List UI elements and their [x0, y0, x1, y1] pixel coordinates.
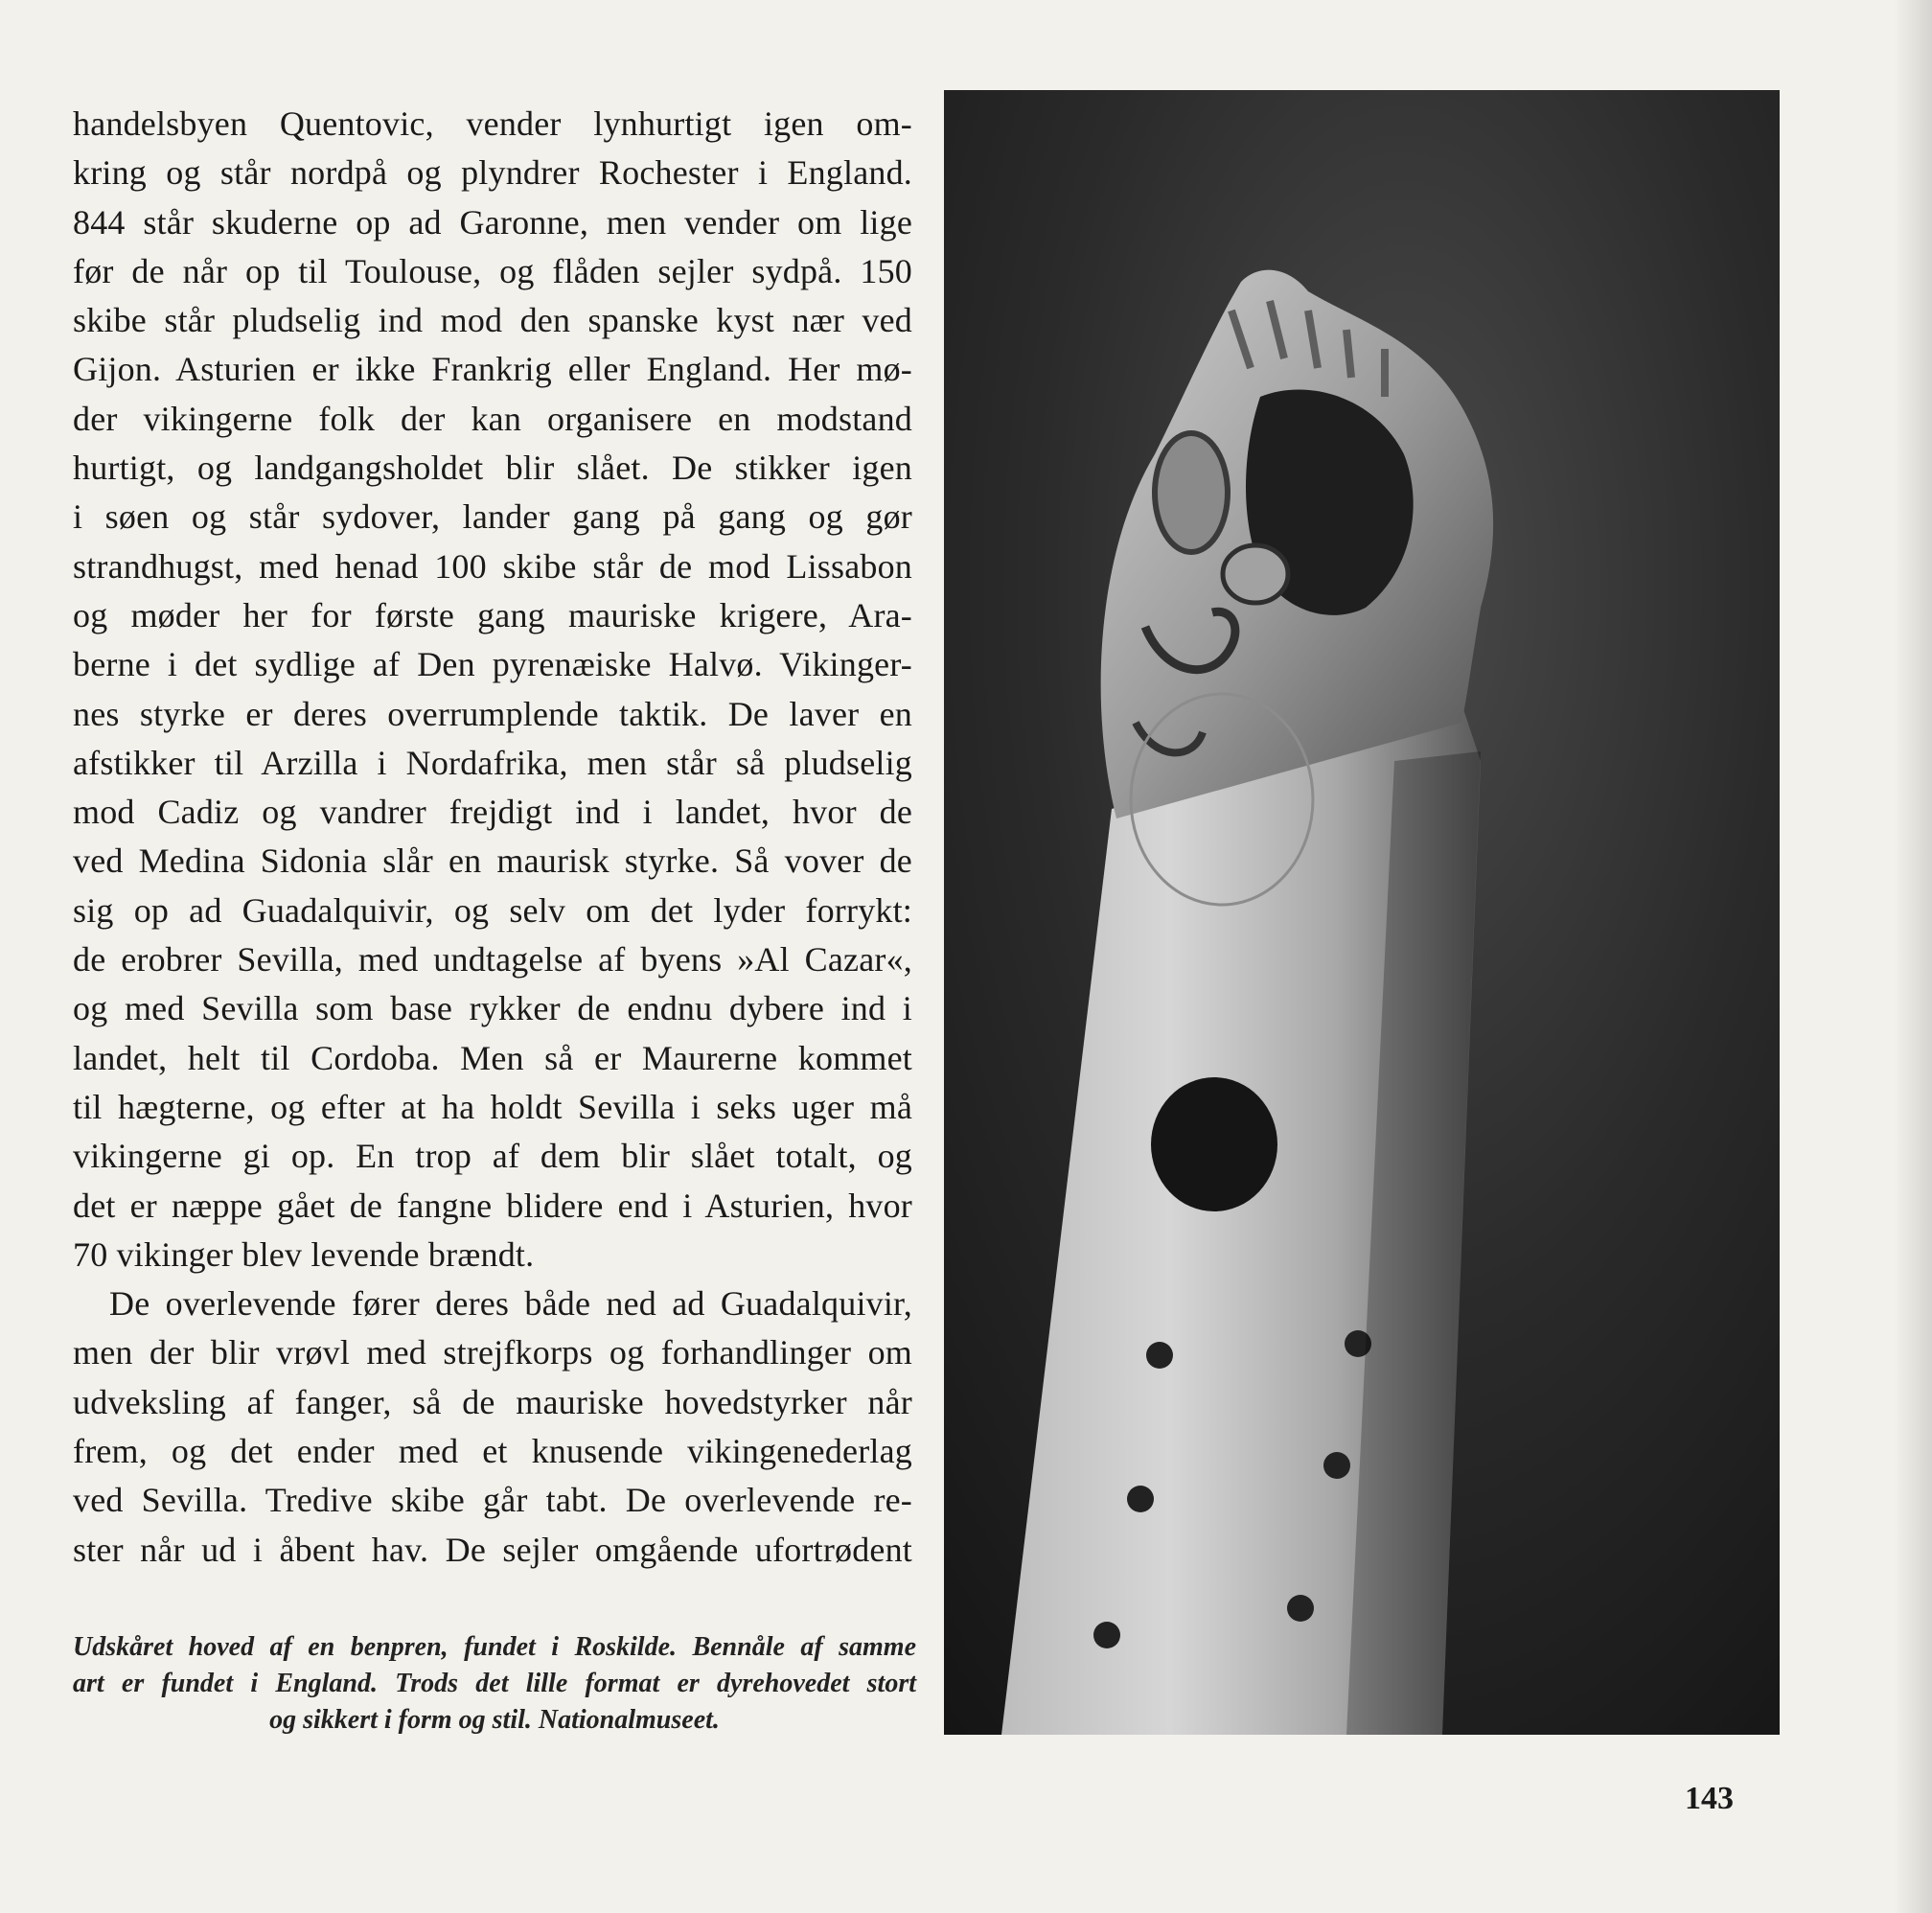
body-line: og møder her for første gang mauriske krigere, Ara-: [73, 595, 912, 634]
large-hole: [1151, 1077, 1277, 1211]
body-line: ved Sevilla. Tredive skibe går tabt. De overlevende re-: [73, 1481, 912, 1520]
body-line: hurtigt, og landgangsholdet blir slået. De stikker igen: [73, 449, 912, 488]
page-number: 143: [1685, 1781, 1734, 1816]
body-line: der vikingerne folk der kan organisere en modstand: [73, 399, 912, 438]
body-line: vikingerne gi op. En trop af dem blir slået totalt, og: [73, 1137, 912, 1176]
body-line: til hægterne, og efter at ha holdt Sevilla i seks uger må: [73, 1087, 912, 1126]
body-line: sig op ad Guadalquivir, og selv om det lyder forrykt:: [73, 890, 912, 930]
body-line: kring og står nordpå og plyndrer Rochester i England.: [73, 153, 912, 193]
body-line: frem, og det ender med et knusende vikingenederlag: [73, 1432, 912, 1471]
eye-carving: [1155, 433, 1228, 552]
small-hole: [1287, 1595, 1314, 1622]
caption-line: art er fundet i England. Trods det lille format er dyrehovedet stort: [73, 1669, 916, 1698]
small-hole: [1093, 1622, 1120, 1648]
body-line: før de når op til Toulouse, og flåden sejler sydpå. 150: [73, 251, 912, 290]
body-line: mod Cadiz og vandrer frejdigt ind i landet, hvor de: [73, 793, 912, 832]
body-line: afstikker til Arzilla i Nordafrika, men står så pludselig: [73, 743, 912, 782]
snout-carving: [1223, 545, 1288, 603]
body-line: de erobrer Sevilla, med undtagelse af byens »Al Cazar«,: [73, 940, 912, 980]
small-hole: [1127, 1486, 1154, 1512]
page-edge-shadow: [1894, 0, 1932, 1913]
body-line: landet, helt til Cordoba. Men så er Maurerne kommet: [73, 1038, 912, 1077]
body-line: i søen og står sydover, lander gang på gang og gør: [73, 497, 912, 537]
small-hole: [1323, 1452, 1350, 1479]
body-line: ster når ud i åbent hav. De sejler omgående ufortrødent: [73, 1530, 912, 1569]
caption-line: Udskåret hoved af en benpren, fundet i Roskilde. Bennåle af samme: [73, 1632, 916, 1662]
caption-line: og sikkert i form og stil. Nationalmuseet.: [269, 1705, 720, 1735]
body-line: og med Sevilla som base rykker de endnu dybere ind i: [73, 989, 912, 1028]
body-text: [73, 100, 912, 1575]
body-line: De overlevende fører deres både ned ad Guadalquivir,: [109, 1284, 912, 1324]
body-line: berne i det sydlige af Den pyrenæiske Halvø. Vikinger-: [73, 645, 912, 684]
body-line: ved Medina Sidonia slår en maurisk styrke. Så vover de: [73, 841, 912, 881]
body-line: 70 vikinger blev levende brændt.: [73, 1234, 535, 1274]
carved-bone-awl-image: [944, 90, 1780, 1735]
artifact-photo: [944, 90, 1780, 1735]
body-line: udveksling af fanger, så de mauriske hovedstyrker når: [73, 1382, 912, 1421]
body-line: det er næppe gået de fangne blidere end i Asturien, hvor: [73, 1186, 912, 1225]
body-line: men der blir vrøvl med strejfkorps og forhandlinger om: [73, 1333, 912, 1372]
body-line: skibe står pludselig ind mod den spanske kyst nær ved: [73, 301, 912, 340]
photo-caption: [73, 1629, 916, 1739]
body-line: nes styrke er deres overrumplende taktik. De laver en: [73, 694, 912, 733]
small-hole: [1146, 1342, 1173, 1369]
body-line: 844 står skuderne op ad Garonne, men vender om lige: [73, 202, 912, 242]
body-line: Gijon. Asturien er ikke Frankrig eller England. Her mø-: [73, 350, 912, 389]
body-line: handelsbyen Quentovic, vender lynhurtigt igen om-: [73, 104, 912, 143]
body-line: strandhugst, med henad 100 skibe står de mod Lissabon: [73, 546, 912, 586]
